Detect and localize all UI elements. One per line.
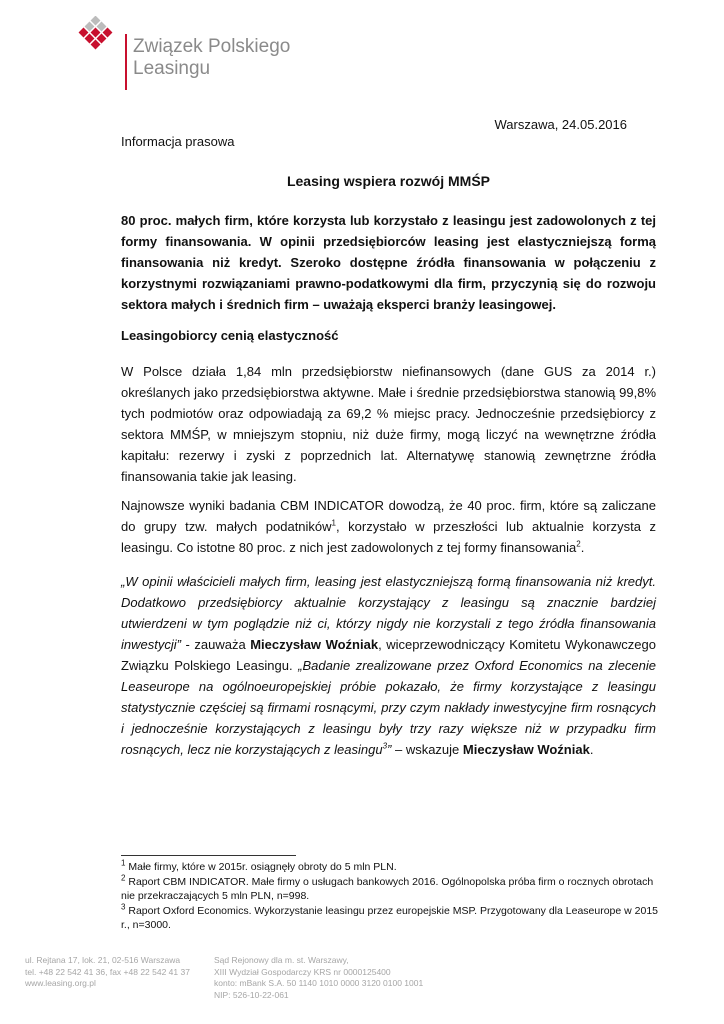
paragraph-2-part-b: , korzystało w przeszłości lub aktualnie korzysta z leasingu. Co istotne 80 proc. z nich jest zadowolonych z tej formy finansowania [121,519,656,555]
paragraph-2-part-a: Najnowsze wyniki badania CBM INDICATOR dowodzą, że 40 proc. firm, które są zaliczane do grupy tzw. małych podatników [121,498,656,534]
paragraph-1: W Polsce działa 1,84 mln przedsiębiorstw niefinansowych (dane GUS za 2014 r.) określanych jako przedsiębiorstwa aktywne. Małe i średnie przedsiębiorstwa stanowią 99,8% tych podmiotów oraz odpowiadają za 69,2 % miejsc pracy. Jednocześnie przedsiębiorcy z sektora MMŚP, w mniejszym stopniu, niż duże firmy, mogą liczyć na wewnętrzne źródła kapitału: rezerwy i zyski z poprzednich lat. Alternatywę stanowią zewnętrzne źródła finansowania takie jak leasing. [121,364,656,484]
footnote-ref-2[interactable]: 2 [576,539,581,549]
footer-legal [214,955,434,1001]
logo-line-2: Leasingu [133,58,211,79]
footnote-2 [121,875,661,903]
paragraph-3-text-1: - zauważa [180,637,251,652]
footnote-num-3: 3 [121,902,126,912]
footnotes [121,860,661,933]
paragraph-2-part-c: . [580,540,585,555]
section-heading: Leasingobiorcy cenią elastyczność [121,328,339,343]
speaker-name-1: Mieczysław Woźniak [250,637,379,652]
footer-contact [25,955,200,990]
footnote-divider [121,855,296,856]
footer-court: Sąd Rejonowy dla m. st. Warszawy, [214,955,349,965]
quote-2-end: ” [387,742,392,757]
org-logo [78,16,291,82]
footer-bank-account: konto: mBank S.A. 50 1140 1010 0000 3120 0100 1001 [214,978,424,988]
document-date: Warszawa, 24.05.2016 [494,117,627,132]
logo-line-1: Związek Polskiego [133,36,291,57]
paragraph-2 [121,495,656,558]
footnote-text-2: Raport CBM INDICATOR. Małe firmy o usługach bankowych 2016. Ogólnopolska próba firm o rocznych obrotach nie przekraczających 5 mln PLN, n=998. [121,876,654,902]
logo-diamond-icon [78,16,118,60]
footnote-text-1: Małe firmy, które w 2015r. osiągnęły obroty do 5 mln PLN. [125,861,397,873]
quote-2: „Badanie zrealizowane przez Oxford Economics na zlecenie Leaseurope na ogólnoeuropejskiej próbie pokazało, że firmy korzystające z leasingu statystycznie częściej są firmami rosnącymi, przy czym nakłady inwestycyjne firm rosnących i jednocześnie korzystających z leasingu były trzy razy większe niż w przypadku firm rosnących, lecz nie korzystających z leasingu [121,658,656,757]
footer-krs: XIII Wydział Gospodarczy KRS nr 0000125400 [214,966,391,977]
footnote-ref-1[interactable]: 1 [331,518,336,528]
footnote-3 [121,904,661,932]
footnote-1 [121,860,661,874]
logo-divider [125,34,127,90]
footnote-num-1: 1 [121,858,126,868]
footer-phone: tel. +48 22 542 41 36, fax +48 22 542 41 37 [25,966,190,977]
footer-website-link[interactable]: www.leasing.org.pl [25,978,96,988]
speaker-name-2: Mieczysław Woźniak [462,742,590,757]
footer-nip: NIP: 526-10-22-061 [214,989,289,1000]
paragraph-3-text-3: – wskazuje [391,742,463,757]
paragraph-3-text-2: , wiceprzewodniczący Komitetu Wykonawczego Związku Polskiego Leasingu. [121,637,656,673]
document-type: Informacja prasowa [121,134,235,149]
footnote-num-2: 2 [121,873,126,883]
logo-wordmark [133,36,333,80]
paragraph-3-end: . [589,742,594,757]
footnote-ref-3[interactable]: 3 [382,741,388,751]
footer-address: ul. Rejtana 17, lok. 21, 02-516 Warszawa [25,955,181,965]
lead-paragraph: 80 proc. małych firm, które korzysta lub korzystało z leasingu jest zadowolonych z tej formy finansowania. W opinii przedsiębiorców leasing jest elastyczniejszą formą finansowania niż kredyt. Szeroko dostępne źródła finansowania w połączeniu z korzystnymi rozwiązaniami prawno-podatkowymi dla firm, przyczynią się do rozwoju sektora małych i średnich firm – uważają eksperci branży leasingowej. [121,213,656,312]
quote-1: „W opinii właścicieli małych firm, leasing jest elastyczniejszą formą finansowania niż kredyt. Dodatkowo przedsiębiorcy aktualnie korzystający z leasingu są znacznie bardziej utwierdzeni w tym poglądzie niż ci, którzy nigdy nie korzystali z tego źródła finansowania inwestycji” [121,574,656,652]
paragraph-3 [121,571,656,760]
footnote-text-3: Raport Oxford Economics. Wykorzystanie leasingu przez europejskie MSP. Przygotowany dla Leaseurope w 2015 r., n=3000. [121,905,659,931]
page-title: Leasing wspiera rozwój MMŚP [286,173,491,189]
